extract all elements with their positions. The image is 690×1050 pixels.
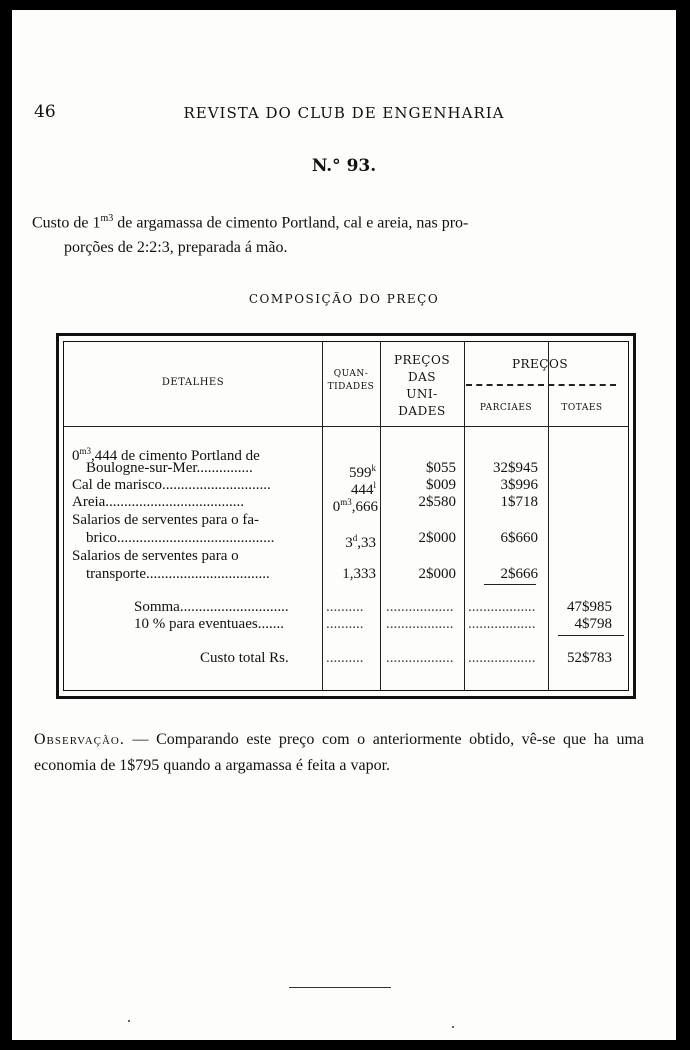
row-2-partial: 3$996: [500, 477, 538, 493]
summary-dots: ..................: [468, 599, 536, 615]
row-3-desc: Areia.....................................: [72, 494, 245, 510]
row-1-qty: 599$^k$: [349, 463, 376, 481]
intro-line-1: Custo de $1^{m3}$ de argamassa de cimento Portland, cal e areia, nas pro-: [32, 213, 469, 232]
row-1-partial: 32$945: [493, 460, 538, 476]
speck: [128, 1020, 130, 1022]
footer-rule: [289, 987, 391, 988]
row-2-unit: $009: [426, 477, 456, 493]
summary-dots: ..................: [386, 599, 454, 615]
summary-eventuaes-label: 10 % para eventuaes.......: [134, 616, 284, 632]
header-detalhes: DETALHES: [161, 377, 225, 388]
row-4-desc-1: Salarios de serventes para o fa-: [72, 512, 260, 528]
summary-dots: ..................: [468, 650, 536, 666]
observation-lead: Observação.: [34, 731, 125, 748]
total-underline: [558, 635, 624, 636]
summary-somma-label: Somma.............................: [134, 599, 289, 615]
summary-eventuaes-total: 4$798: [574, 616, 612, 632]
grand-total-value: 52$783: [567, 650, 612, 666]
row-5-qty: 1,333: [342, 566, 376, 582]
row-2-qty: 444$^l$: [350, 480, 376, 498]
row-2-desc: Cal de marisco.............................: [72, 477, 271, 493]
row-1-unit: $055: [426, 460, 456, 476]
row-4-unit: 2$000: [418, 530, 456, 546]
row-1-desc-2: Boulogne-sur-Mer...............: [86, 460, 253, 476]
col-divider: [322, 342, 323, 690]
col-divider: [464, 342, 465, 690]
page-number: 46: [34, 102, 56, 122]
row-4-desc-2: brico..........................................: [86, 530, 275, 546]
summary-dots: ..................: [386, 616, 454, 632]
row-4-qty: 3$^d$,33: [345, 533, 376, 551]
price-table: [56, 333, 636, 699]
row-5-desc-2: transporte.................................: [86, 566, 270, 582]
price-table-inner: [63, 341, 629, 691]
row-5-desc-1: Salarios de serventes para o: [72, 548, 239, 564]
col-divider: [548, 342, 549, 690]
observation-text: — Comparando este preço com o anteriormente obtido, vê-se que ha uma economia de 1$795 quando a argamassa é feita a vapor.: [34, 731, 644, 774]
grand-total-label: Custo total Rs.: [200, 650, 289, 666]
intro-paragraph: [32, 206, 637, 260]
header-totaes: TOTAES: [561, 403, 603, 413]
header-quantidades: QUAN- TIDADES: [327, 369, 375, 392]
observation-paragraph: [34, 727, 644, 779]
speck: [452, 1026, 454, 1028]
header-precos-unidades: PREÇOS DAS UNI- DADES: [393, 353, 451, 418]
partial-underline: [484, 584, 536, 585]
wavy-rule: [466, 384, 616, 390]
summary-dots: ..........: [326, 616, 364, 632]
document-number: N.° 93.: [311, 156, 377, 176]
row-5-partial: 2$666: [500, 566, 538, 582]
header-rule: [64, 426, 628, 427]
page: [12, 10, 676, 1040]
row-4-partial: 6$660: [500, 530, 538, 546]
summary-somma-total: 47$985: [567, 599, 612, 615]
summary-dots: ..........: [326, 599, 364, 615]
intro-line-2: porções de 2:2:3, preparada á mão.: [64, 239, 288, 257]
row-3-unit: 2$580: [418, 494, 456, 510]
row-1-desc-1: $0^{m3},444$ de cimento Portland de: [72, 446, 260, 464]
summary-dots: ..................: [468, 616, 536, 632]
row-3-partial: 1$718: [500, 494, 538, 510]
header-precos: PREÇOS: [511, 357, 569, 371]
running-title: REVISTA DO CLUB DE ENGENHARIA: [183, 104, 505, 122]
header-parciaes: PARCIAES: [479, 403, 533, 413]
summary-dots: ..........: [326, 650, 364, 666]
table-title: COMPOSIÇÃO DO PREÇO: [248, 292, 440, 306]
page-header: [12, 102, 676, 126]
row-3-qty: $0^{m3},666$: [332, 497, 378, 515]
summary-dots: ..................: [386, 650, 454, 666]
row-5-unit: 2$000: [418, 566, 456, 582]
